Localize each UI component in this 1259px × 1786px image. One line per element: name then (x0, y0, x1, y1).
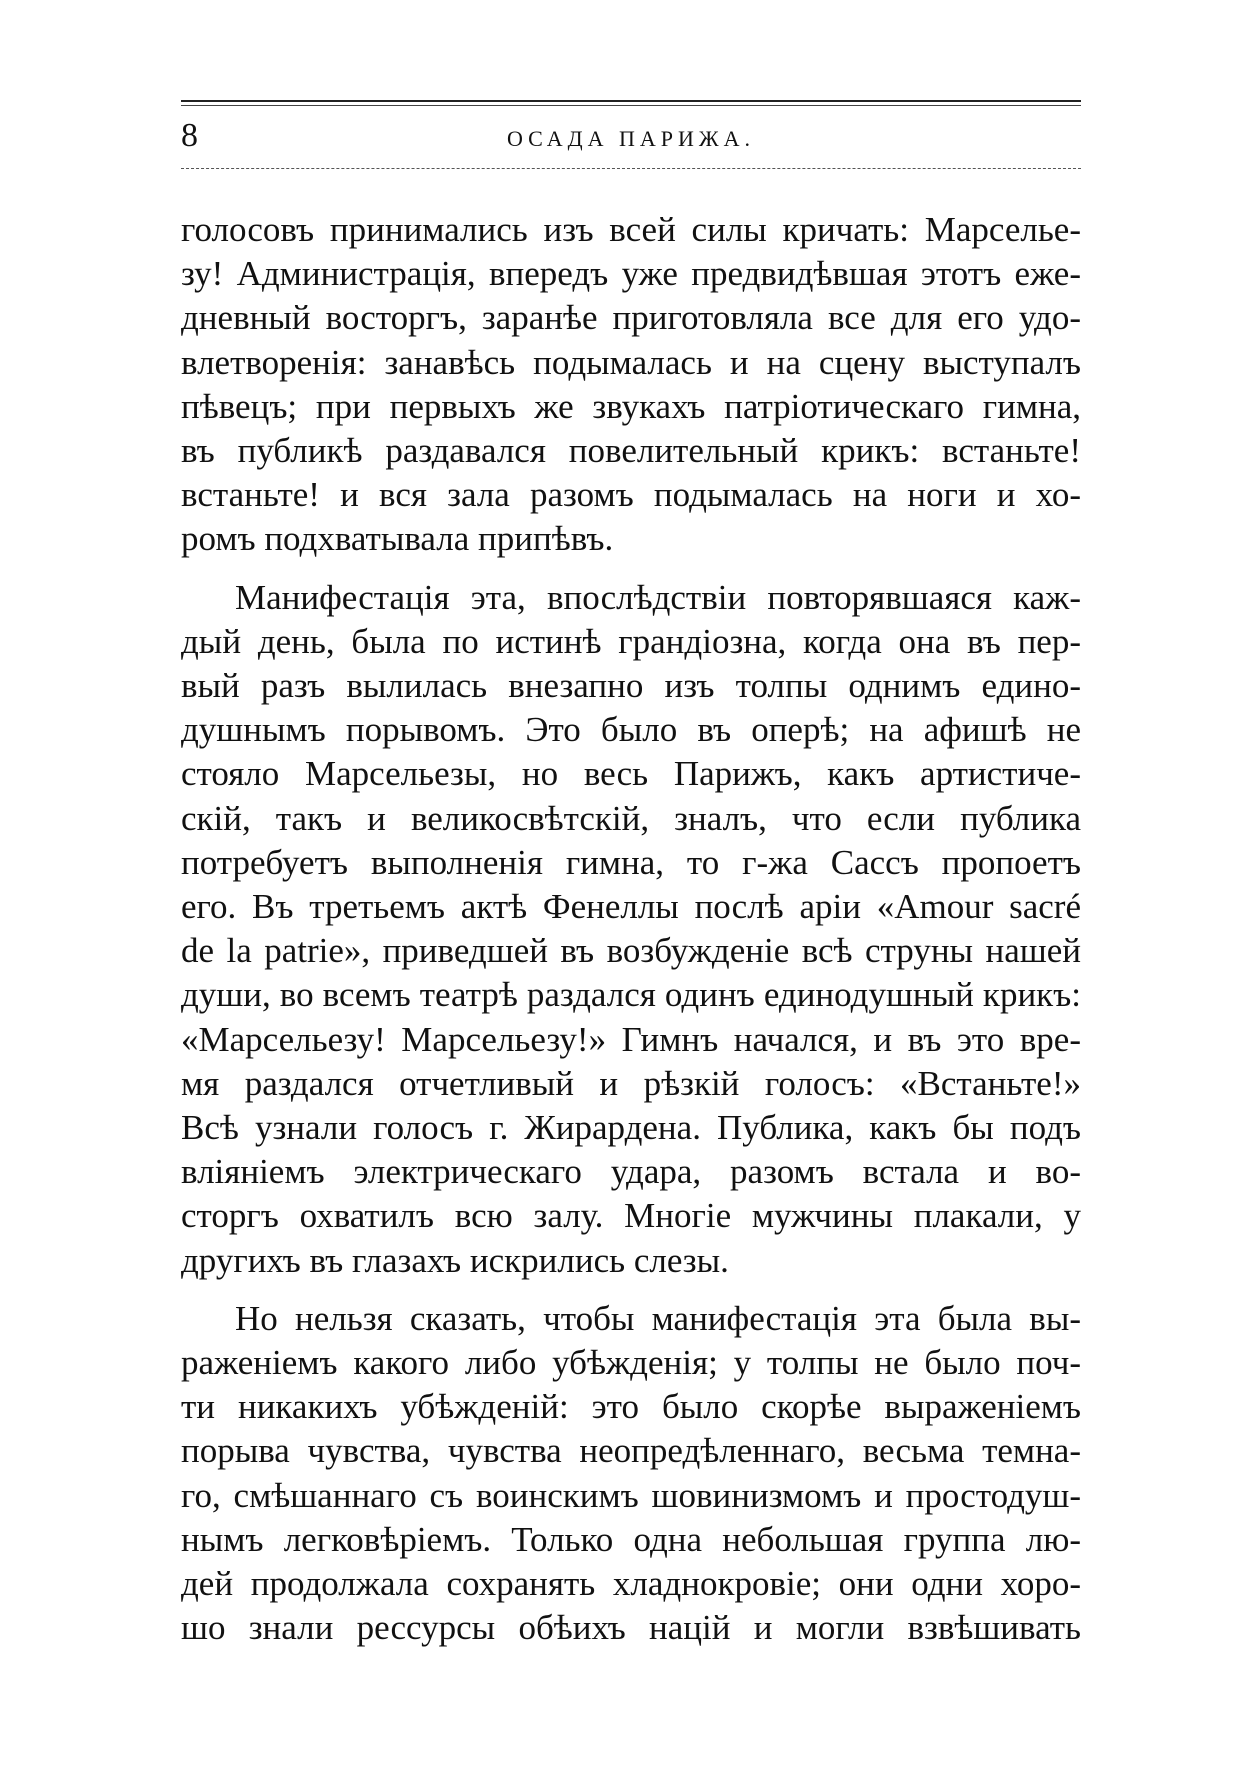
text-line: вліяніемъ электрическаго удара, разомъ встала и во- (181, 1152, 1081, 1192)
text-line: дый день, была по истинѣ грандіозна, когда она въ пер- (181, 621, 1081, 661)
text-line: Но нельзя сказать, чтобы манифестація эта была вы- (235, 1298, 1081, 1338)
text-line: го, смѣшаннаго съ воинскимъ шовинизмомъ и простодуш- (181, 1475, 1081, 1515)
page-number: 8 (181, 117, 198, 154)
text-line: сторгъ охватилъ всю залу. Многіе мужчины плакали, у (181, 1196, 1081, 1236)
text-line: дей продолжала сохранять хладнокровіе; они одни хоро- (181, 1564, 1081, 1604)
header-rule-top (181, 100, 1081, 102)
text-line: дневный восторгъ, заранѣе приготовляла все для его удо- (181, 298, 1081, 338)
text-line: раженіемъ какого либо убѣжденія; у толпы не было поч- (181, 1343, 1081, 1383)
text-line: пѣвецъ; при первыхъ же звукахъ патріотическаго гимна, (181, 386, 1081, 426)
paragraph-3 (181, 1297, 1081, 1651)
text-line: въ публикѣ раздавался повелительный крикъ: встаньте! (181, 431, 1081, 471)
text-line: «Марсельезу! Марсельезу!» Гимнъ начался, и въ это вре- (181, 1019, 1081, 1059)
body-text (181, 208, 1081, 1651)
text-line: потребуетъ выполненія гимна, то г-жа Сассъ пропоетъ (181, 842, 1081, 882)
text-line: шо знали рессурсы обѣихъ націй и могли взвѣшивать (181, 1608, 1081, 1648)
running-header (181, 100, 1081, 172)
text-line: порыва чувства, чувства неопредѣленнаго, весьма темна- (181, 1431, 1081, 1471)
text-line: Манифестація эта, впослѣдствіи повторявшаяся каж- (235, 577, 1081, 617)
text-line: скій, такъ и великосвѣтскій, зналъ, что если публика (181, 798, 1081, 838)
text-line: встаньте! и вся зала разомъ подымалась на ноги и хо- (181, 475, 1081, 515)
text-line: ромъ подхватывала припѣвъ. (181, 519, 614, 559)
text-line: стояло Марсельезы, но весь Парижъ, какъ артистиче- (181, 754, 1081, 794)
text-line: другихъ въ глазахъ искрились слезы. (181, 1240, 729, 1280)
text-line: ти никакихъ убѣжденій: это было скорѣе выраженіемъ (181, 1387, 1081, 1427)
header-rule-bottom (181, 168, 1081, 169)
text-line: влетворенія: занавѣсь подымалась и на сцену выступалъ (181, 342, 1081, 382)
paragraph-1 (181, 208, 1081, 562)
text-line: голосовъ принимались изъ всей силы кричать: Марселье- (181, 210, 1081, 249)
text-line: нымъ легковѣріемъ. Только одна небольшая группа лю- (181, 1519, 1081, 1559)
header-rule-top-thin (181, 105, 1081, 106)
text-line: мя раздался отчетливый и рѣзкій голосъ: «Встаньте!» (181, 1063, 1081, 1103)
text-line: души, во всемъ театрѣ раздался одинъ единодушный крикъ: (181, 975, 1081, 1015)
text-line: душнымъ порывомъ. Это было въ оперѣ; на афишѣ не (181, 710, 1081, 750)
text-line: вый разъ вылилась внезапно изъ толпы однимъ едино- (181, 666, 1081, 706)
text-line: de la patrie», приведшей въ возбужденіе всѣ струны нашей (181, 931, 1081, 971)
text-line: Всѣ узнали голосъ г. Жирардена. Публика, какъ бы подъ (181, 1108, 1081, 1148)
running-title: ОСАДА ПАРИЖА. (506, 126, 755, 151)
paragraph-2 (181, 576, 1081, 1283)
text-line: его. Въ третьемъ актѣ Фенеллы послѣ аріи «Amour sacré (181, 887, 1081, 927)
text-line: зу! Администрація, впередъ уже предвидѣвшая этотъ еже- (181, 254, 1081, 294)
